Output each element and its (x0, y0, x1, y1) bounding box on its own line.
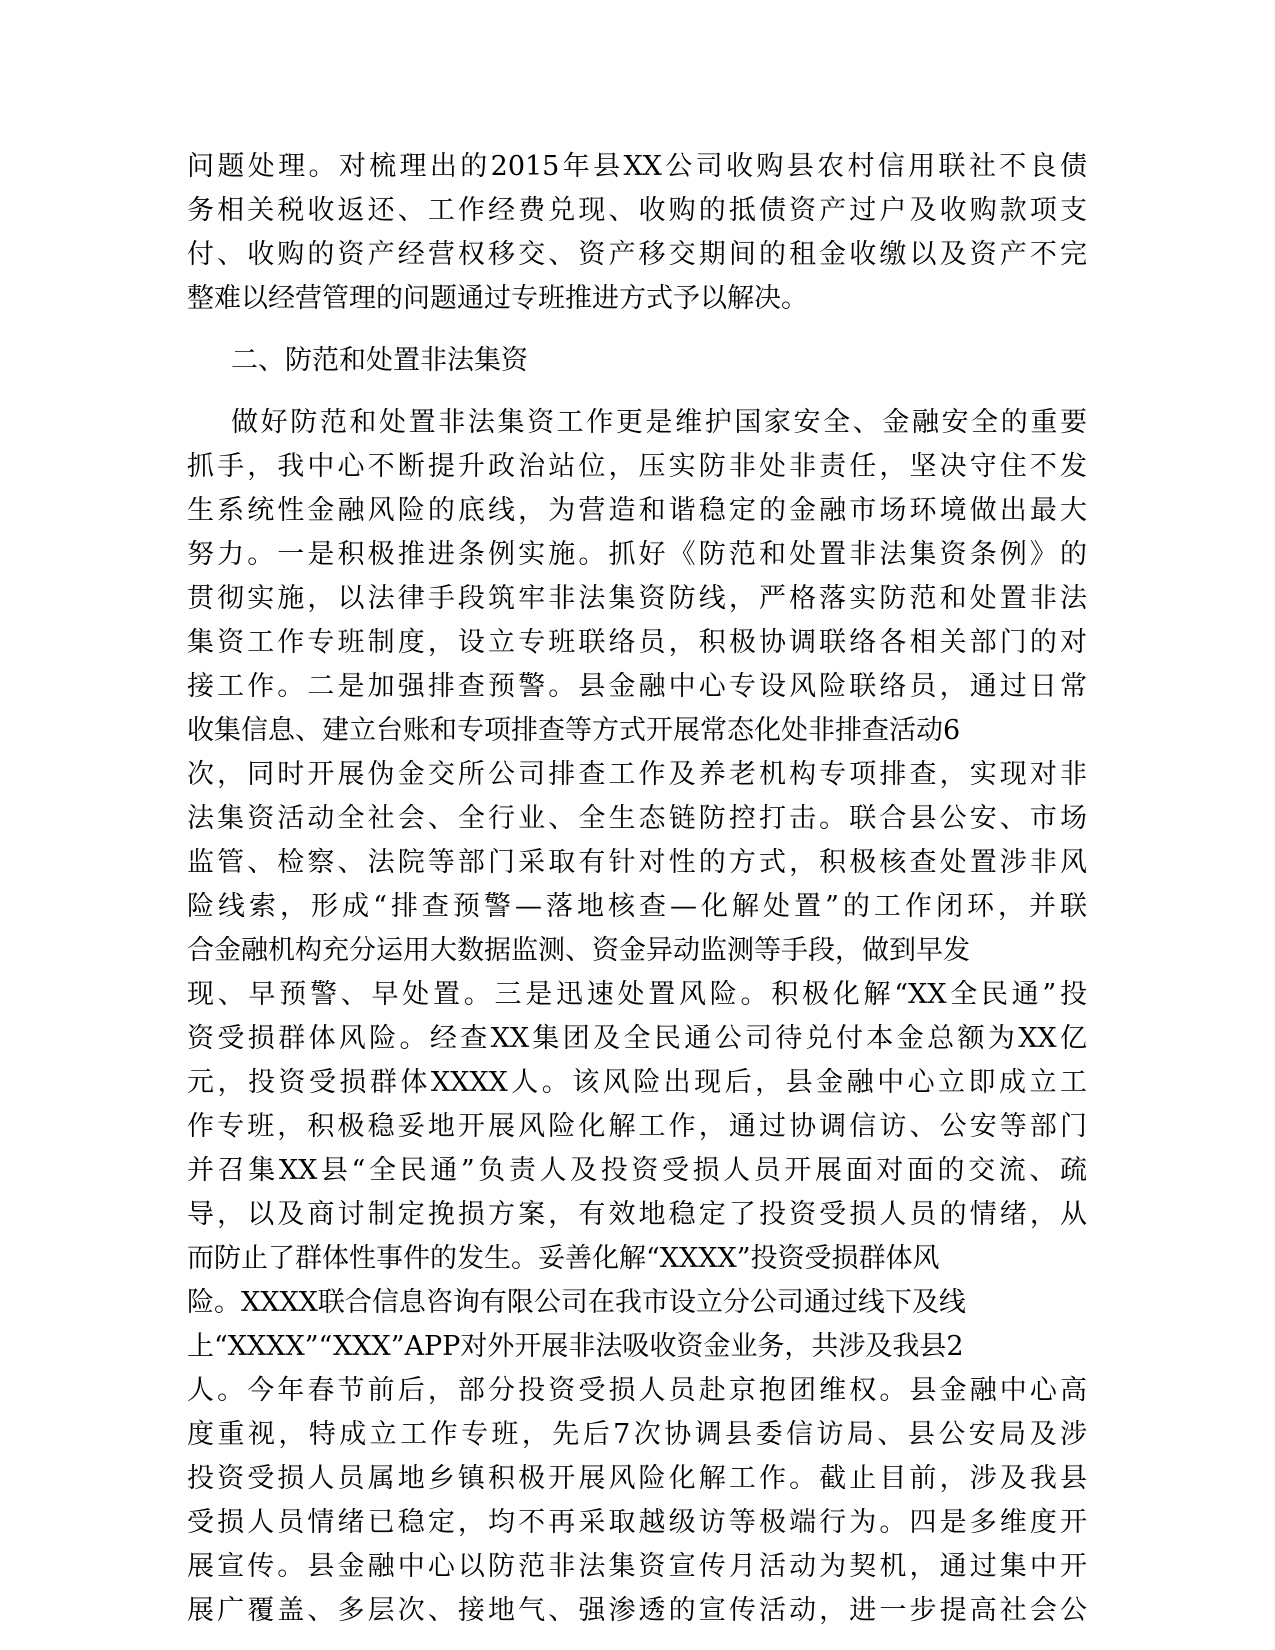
text-line: 险。XXXX联合信息咨询有限公司在我市设立分公司通过线下及线 (187, 1287, 966, 1318)
text-line: 受损人员情绪已稳定，均不再采取越级访等极端行为。四是多维度开 (187, 1507, 1087, 1538)
text-line: 展宣传。县金融中心以防范非法集资宣传月活动为契机，通过集中开 (187, 1551, 1087, 1582)
text-line: 元，投资受损群体XXXX人。该风险出现后，县金融中心立即成立工 (187, 1067, 1087, 1098)
text-line: 导，以及商讨制定挽损方案，有效地稳定了投资受损人员的情绪，从 (187, 1199, 1087, 1230)
section-heading (187, 339, 1087, 383)
text-line: 法集资活动全社会、全行业、全生态链防控打击。联合县公安、市场 (187, 803, 1087, 834)
text-line: 收集信息、建立台账和专项排查等方式开展常态化处非排查活动6 (187, 715, 961, 746)
text-line: 资受损群体风险。经查XX集团及全民通公司待兑付本金总额为XX亿 (187, 1023, 1087, 1054)
heading-text: 二、防范和处置非法集资 (231, 345, 528, 376)
text-line: 投资受损人员属地乡镇积极开展风险化解工作。截止目前，涉及我县 (187, 1463, 1087, 1494)
text-line: 度重视，特成立工作专班，先后7次协调县委信访局、县公安局及涉 (187, 1419, 1087, 1450)
text-line: 人。今年春节前后，部分投资受损人员赴京抱团维权。县金融中心高 (187, 1375, 1087, 1406)
text-line: 生系统性金融风险的底线，为营造和谐稳定的金融市场环境做出最大 (187, 495, 1087, 526)
text-line: 做好防范和处置非法集资工作更是维护国家安全、金融安全的重要 (231, 407, 1087, 438)
text-line: 合金融机构充分运用大数据监测、资金异动监测等手段，做到早发 (187, 935, 970, 966)
text-line: 集资工作专班制度，设立专班联络员，积极协调联络各相关部门的对 (187, 627, 1087, 658)
text-line: 上“XXXX”“XXX”APP对外开展非法吸收资金业务，共涉及我县2 (187, 1331, 964, 1362)
text-line: 整难以经营管理的问题通过专班推进方式予以解决。 (187, 283, 808, 314)
text-line: 努力。一是积极推进条例实施。抓好《防范和处置非法集资条例》的 (187, 539, 1087, 570)
text-line: 付、收购的资产经营权移交、资产移交期间的租金收缴以及资产不完 (187, 239, 1087, 270)
text-line: 接工作。二是加强排查预警。县金融中心专设风险联络员，通过日常 (187, 671, 1087, 702)
document-body (187, 145, 1087, 1633)
text-line: 抓手，我中心不断提升政治站位，压实防非处非责任，坚决守住不发 (187, 451, 1087, 482)
paragraph-illegal-fundraising (187, 401, 1087, 1633)
text-line: 务相关税收返还、工作经费兑现、收购的抵债资产过户及收购款项支 (187, 195, 1087, 226)
text-line: 现、早预警、早处置。三是迅速处置风险。积极化解“XX全民通”投 (187, 979, 1087, 1010)
paragraph-problem-handling (187, 145, 1087, 321)
text-line: 贯彻实施，以法律手段筑牢非法集资防线，严格落实防范和处置非法 (187, 583, 1087, 614)
text-line: 监管、检察、法院等部门采取有针对性的方式，积极核查处置涉非风 (187, 847, 1087, 878)
text-line: 险线索，形成“排查预警—落地核查—化解处置”的工作闭环，并联 (187, 891, 1087, 922)
text-line: 并召集XX县“全民通”负责人及投资受损人员开展面对面的交流、疏 (187, 1155, 1087, 1186)
text-line: 作专班，积极稳妥地开展风险化解工作，通过协调信访、公安等部门 (187, 1111, 1087, 1142)
text-line: 问题处理。对梳理出的2015年县XX公司收购县农村信用联社不良债 (187, 151, 1087, 182)
text-line: 展广覆盖、多层次、接地气、强渗透的宣传活动，进一步提高社会公 (187, 1595, 1087, 1626)
text-line: 而防止了群体性事件的发生。妥善化解“XXXX”投资受损群体风 (187, 1243, 940, 1274)
text-line: 次，同时开展伪金交所公司排查工作及养老机构专项排查，实现对非 (187, 759, 1087, 790)
